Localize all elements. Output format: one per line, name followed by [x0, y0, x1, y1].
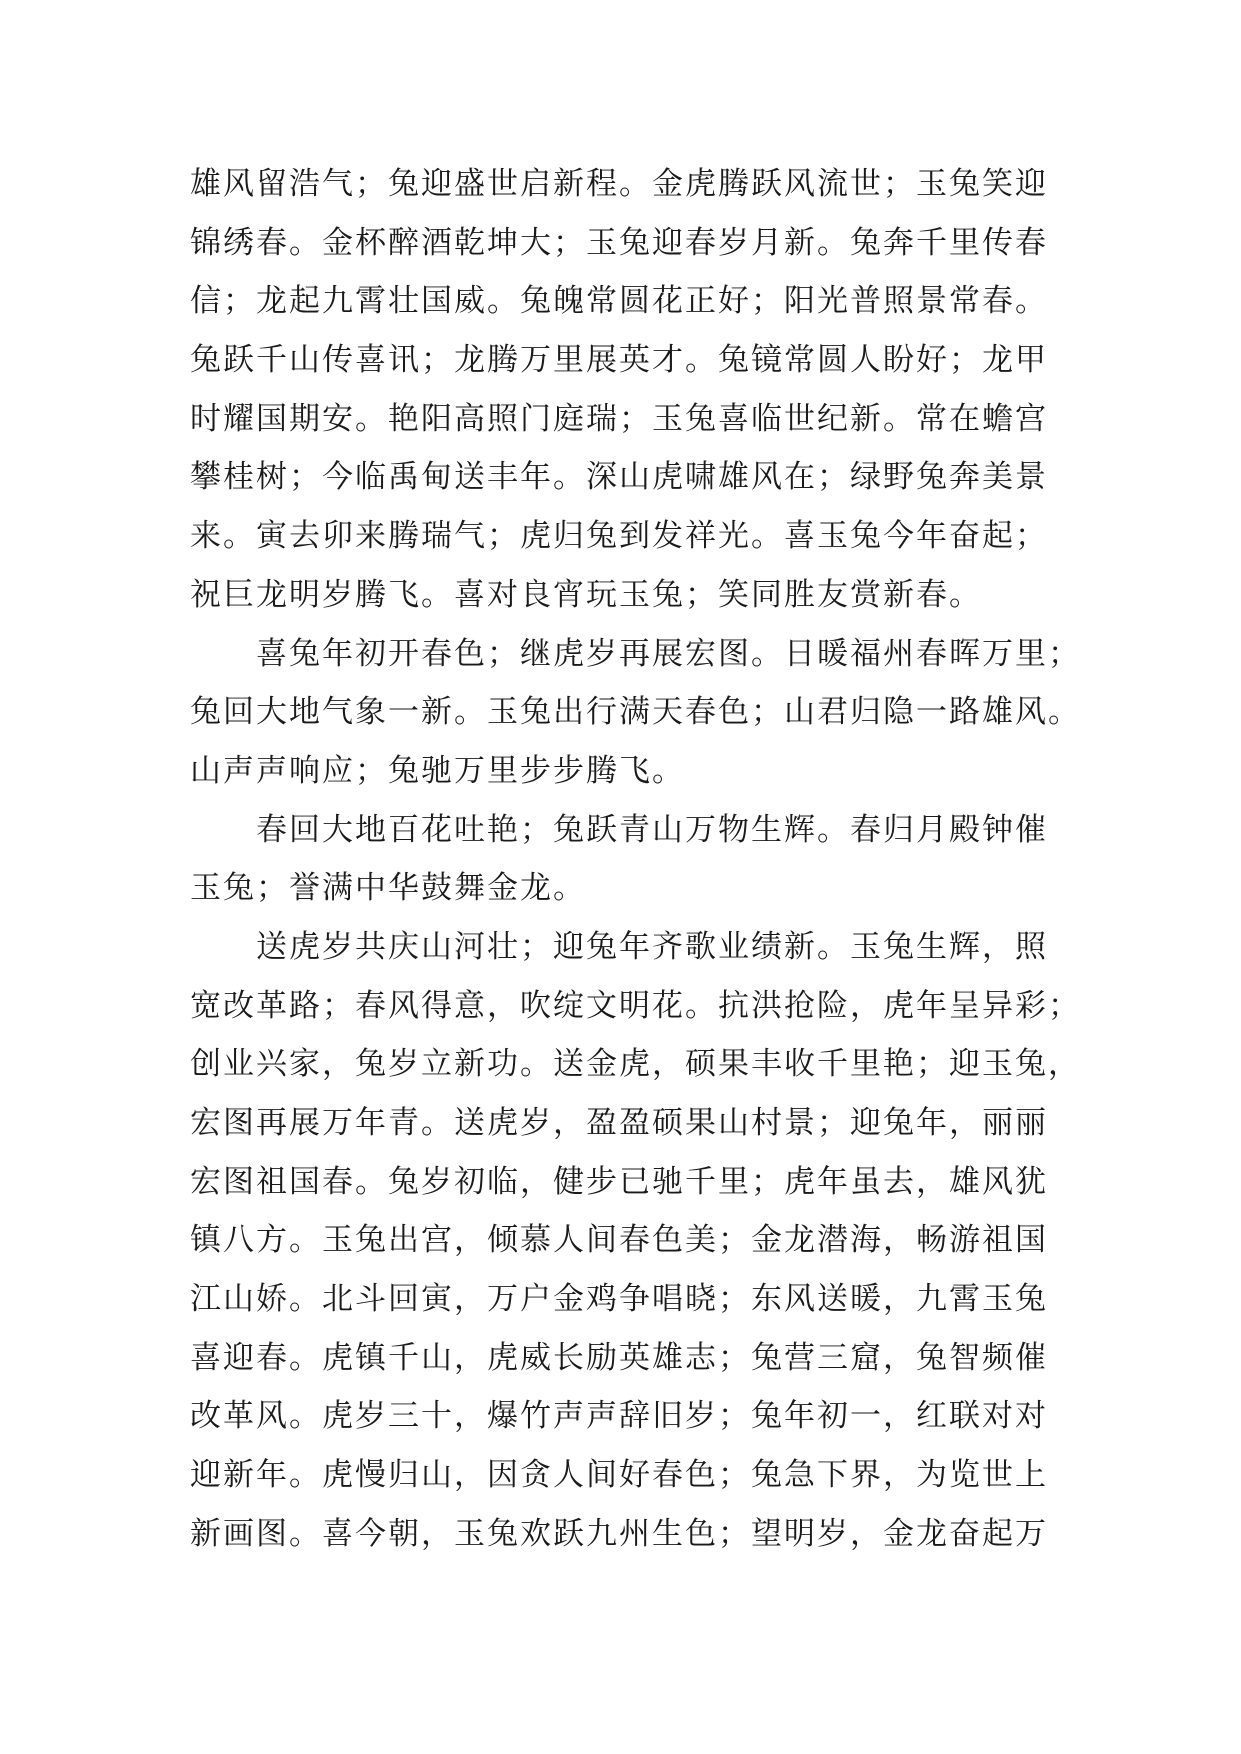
- text-line: 祝巨龙明岁腾飞。喜对良宵玩玉兔；笑同胜友赏新春。: [190, 576, 982, 613]
- text-line: 江山娇。北斗回寅，万户金鸡争唱晓；东风送暖，九霄玉兔: [190, 1281, 1048, 1318]
- text-line: 送虎岁共庆山河壮；迎兔年齐歌业绩新。玉兔生辉，照: [256, 928, 1048, 965]
- text-line: 宏图祖国春。兔岁初临，健步已驰千里；虎年虽去，雄风犹: [190, 1163, 1048, 1200]
- text-line: 来。寅去卯来腾瑞气；虎归兔到发祥光。喜玉兔今年奋起；: [190, 518, 1048, 555]
- text-line: 宏图再展万年青。送虎岁，盈盈硕果山村景；迎兔年，丽丽: [190, 1105, 1048, 1141]
- document-body: [190, 155, 1081, 1564]
- text-line: 雄风留浩气；兔迎盛世启新程。金虎腾跃风流世；玉兔笑迎: [190, 166, 1048, 202]
- text-line: 山声声响应；兔驰万里步步腾飞。: [190, 752, 685, 789]
- text-line: 兔回大地气象一新。玉兔出行满天春色；山君归隐一路雄风。: [190, 694, 1081, 731]
- paragraph-3: [190, 801, 1070, 918]
- text-line: 新画图。喜今朝，玉兔欢跃九州生色；望明岁，金龙奋起万: [190, 1515, 1048, 1552]
- paragraph-4: [190, 918, 1081, 1564]
- text-line: 锦绣春。金杯醉酒乾坤大；玉兔迎春岁月新。兔奔千里传春: [190, 224, 1048, 261]
- text-line: 春回大地百花吐艳；兔跃青山万物生辉。春归月殿钟催: [256, 811, 1048, 848]
- text-line: 兔跃千山传喜讯；龙腾万里展英才。兔镜常圆人盼好；龙甲: [190, 342, 1048, 379]
- text-line: 时耀国期安。艳阳高照门庭瑞；玉兔喜临世纪新。常在蟾宫: [190, 400, 1048, 437]
- text-line: 喜兔年初开春色；继虎岁再展宏图。日暖福州春晖万里；: [256, 635, 1081, 672]
- text-line: 镇八方。玉兔出宫，倾慕人间春色美；金龙潜海，畅游祖国: [190, 1222, 1048, 1259]
- text-line: 攀桂树；今临禹甸送丰年。深山虎啸雄风在；绿野兔奔美景: [190, 459, 1048, 496]
- text-line: 创业兴家，兔岁立新功。送金虎，硕果丰收千里艳；迎玉兔，: [190, 1046, 1081, 1083]
- text-line: 宽改革路；春风得意，吹绽文明花。抗洪抢险，虎年呈异彩；: [190, 987, 1081, 1024]
- text-line: 信；龙起九霄壮国威。兔魄常圆花正好；阳光普照景常春。: [190, 283, 1048, 320]
- text-line: 改革风。虎岁三十，爆竹声声辞旧岁；兔年初一，红联对对: [190, 1398, 1048, 1435]
- text-line: 迎新年。虎慢归山，因贪人间好春色；兔急下界，为览世上: [190, 1457, 1048, 1494]
- paragraph-2: [190, 625, 1081, 801]
- paragraph-1: [190, 155, 1070, 625]
- text-line: 玉兔；誉满中华鼓舞金龙。: [190, 870, 586, 907]
- text-line: 喜迎春。虎镇千山，虎威长励英雄志；兔营三窟，兔智频催: [190, 1339, 1048, 1376]
